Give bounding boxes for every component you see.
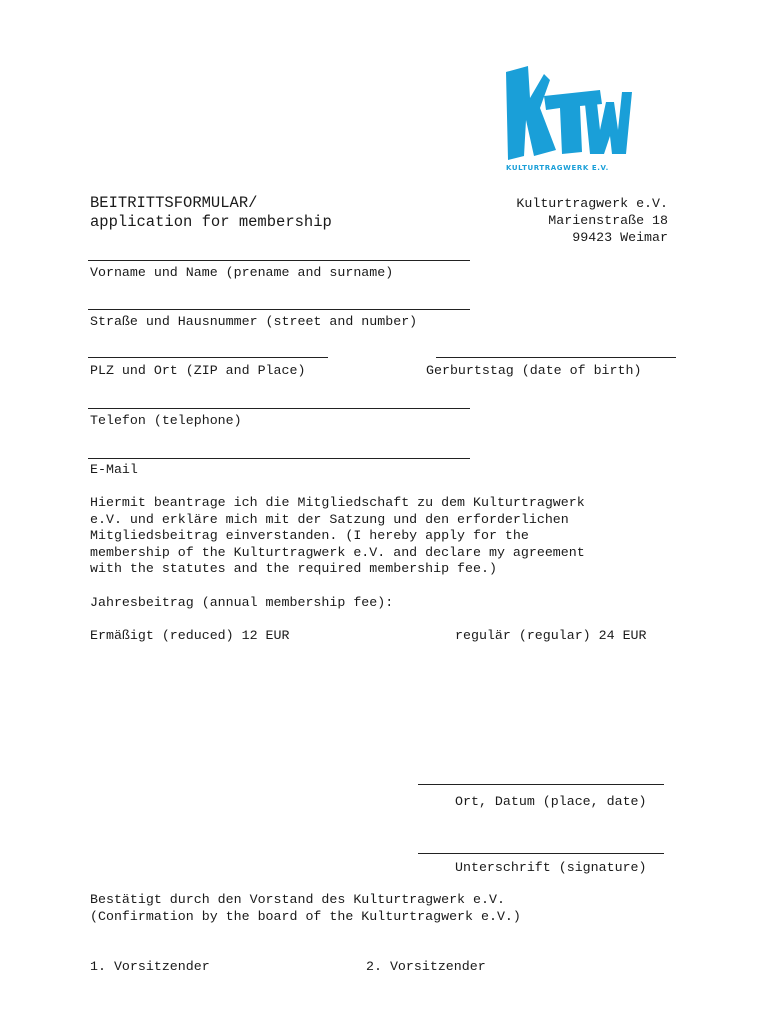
- signature-input-line[interactable]: [418, 853, 664, 854]
- fee-reduced-option[interactable]: Ermäßigt (reduced) 12 EUR: [90, 628, 290, 643]
- birthday-label: Gerburtstag (date of birth): [426, 363, 642, 378]
- name-label: Vorname und Name (prename and surname): [90, 265, 394, 280]
- confirmation-text: Bestätigt durch den Vorstand des Kulturtragwerk e.V.: [90, 892, 505, 907]
- first-chair-label: 1. Vorsitzender: [90, 959, 210, 974]
- email-input-line[interactable]: [88, 458, 470, 459]
- name-input-line[interactable]: [88, 260, 470, 261]
- place-date-label: Ort, Datum (place, date): [455, 794, 647, 809]
- email-label: E-Mail: [90, 462, 138, 477]
- form-subtitle: application for membership: [90, 213, 332, 231]
- street-label: Straße und Hausnummer (street and number): [90, 314, 418, 329]
- declaration-line: Hiermit beantrage ich die Mitgliedschaft zu dem Kulturtragwerk: [90, 495, 585, 510]
- declaration-line: e.V. und erkläre mich mit der Satzung und den erforderlichen: [90, 511, 569, 527]
- address-org: Kulturtragwerk e.V.: [516, 196, 668, 211]
- zip-label: PLZ und Ort (ZIP and Place): [90, 363, 306, 378]
- address-street: Marienstraße 18: [548, 213, 668, 228]
- fee-regular-option[interactable]: regulär (regular) 24 EUR: [455, 628, 647, 643]
- zip-input-line[interactable]: [88, 357, 328, 358]
- street-input-line[interactable]: [88, 309, 470, 310]
- telephone-label: Telefon (telephone): [90, 413, 242, 428]
- fee-heading: Jahresbeitrag (annual membership fee):: [90, 595, 394, 610]
- form-title: BEITRITTSFORMULAR/: [90, 194, 258, 212]
- telephone-input-line[interactable]: [88, 408, 470, 409]
- logo-subtitle: KULTURTRAGWERK E.V.: [506, 164, 609, 172]
- confirmation-translation: (Confirmation by the board of the Kulturtragwerk e.V.): [90, 909, 521, 924]
- declaration-text: [90, 495, 690, 578]
- place-date-input-line[interactable]: [418, 784, 664, 785]
- declaration-line: membership of the Kulturtragwerk e.V. and declare my agreement: [90, 544, 585, 560]
- birthday-input-line[interactable]: [436, 357, 676, 358]
- address-city: 99423 Weimar: [572, 230, 668, 245]
- second-chair-label: 2. Vorsitzender: [366, 959, 486, 974]
- signature-label: Unterschrift (signature): [455, 860, 647, 875]
- declaration-line: Mitgliedsbeitrag einverstanden. (I hereby apply for the: [90, 528, 529, 544]
- declaration-line: with the statutes and the required membership fee.): [90, 561, 497, 577]
- kulturtragwerk-logo: [500, 60, 635, 175]
